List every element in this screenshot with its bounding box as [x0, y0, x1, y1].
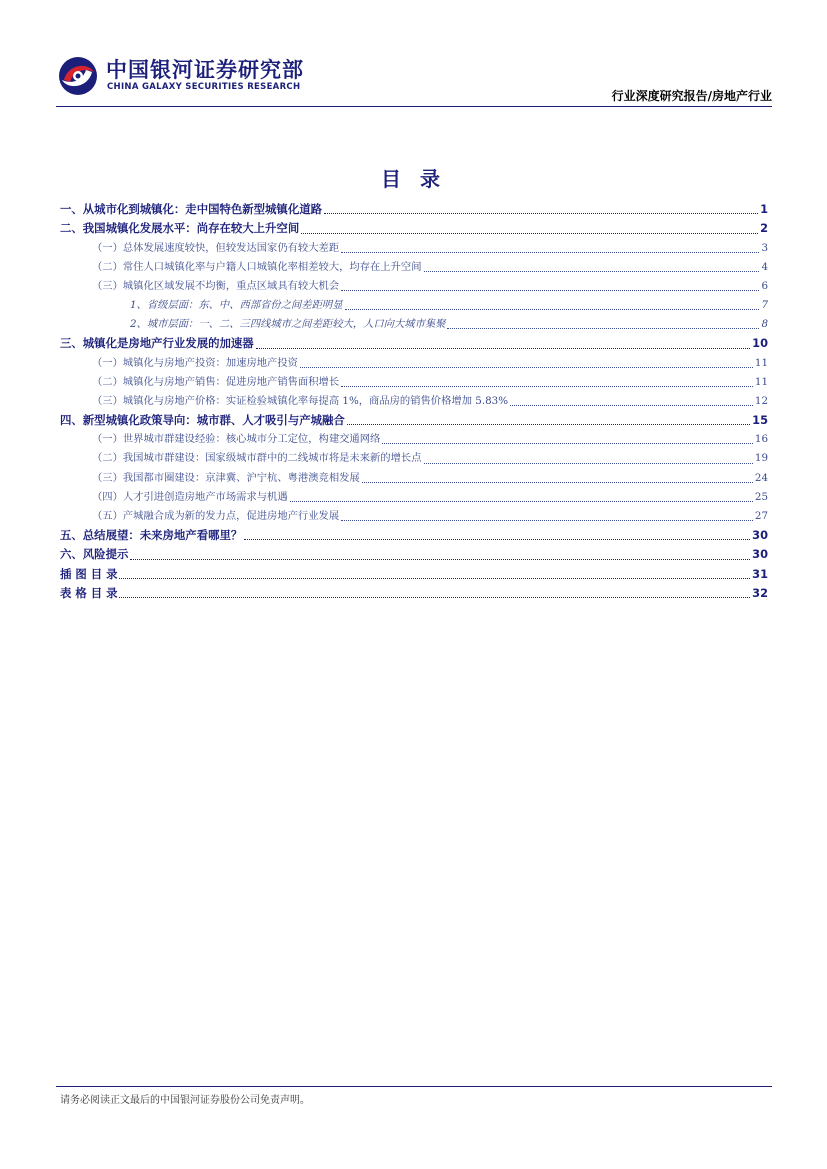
toc-leader-dots [256, 348, 750, 349]
toc-entry[interactable] [60, 296, 768, 315]
page-header [56, 52, 772, 108]
toc-entry[interactable] [60, 545, 768, 564]
toc-entry-page: 24 [754, 471, 768, 484]
toc-leader-dots [510, 405, 753, 406]
toc-entry[interactable] [60, 507, 768, 526]
brand-name-cn: 中国银河证券研究部 [106, 58, 304, 82]
toc-leader-dots [119, 597, 750, 598]
toc-leader-dots [341, 386, 753, 387]
toc-entry-page: 10 [752, 336, 768, 351]
toc-entry[interactable] [60, 258, 768, 277]
toc-leader-dots [362, 482, 753, 483]
toc-entry-page: 19 [754, 452, 768, 465]
toc-entry[interactable] [60, 449, 768, 468]
toc-entry-title: （三）城镇化与房地产价格：实证检验城镇化率每提高 1%，商品房的销售价格增加 5.83% [92, 394, 508, 407]
toc-entry-title: （一）总体发展速度较快，但较发达国家仍有较大差距 [92, 241, 340, 254]
toc-leader-dots [424, 463, 753, 464]
toc-entry-title: （三）我国都市圈建设：京津冀、沪宁杭、粤港澳竞相发展 [92, 471, 360, 484]
toc-entry-title: 表 格 目 录 [60, 585, 118, 600]
toc-entry-title: 六、风险提示 [60, 547, 129, 562]
toc-entry[interactable] [60, 526, 768, 545]
toc-entry-title: （二）城镇化与房地产销售：促进房地产销售面积增长 [92, 375, 340, 388]
toc-entry-page: 16 [754, 433, 768, 446]
toc-entry-page: 32 [752, 585, 768, 600]
table-of-contents [60, 200, 768, 603]
toc-entry[interactable] [60, 373, 768, 392]
toc-entry[interactable] [60, 219, 768, 238]
toc-entry-page: 6 [761, 279, 768, 292]
toc-entry-page: 30 [752, 547, 768, 562]
footer-disclaimer: 请务必阅读正文最后的中国银河证券股份公司免责声明。 [60, 1095, 310, 1106]
toc-entry[interactable] [60, 488, 768, 507]
toc-entry-title: 五、总结展望：未来房地产看哪里？ [60, 527, 243, 542]
toc-entry[interactable] [60, 315, 768, 334]
toc-entry-title: （三）城镇化区域发展不均衡，重点区域具有较大机会 [92, 279, 340, 292]
toc-entry[interactable] [60, 392, 768, 411]
toc-leader-dots [341, 252, 759, 253]
toc-leader-dots [347, 424, 750, 425]
toc-entry[interactable] [60, 354, 768, 373]
toc-entry-page: 8 [761, 318, 768, 331]
brand-name-en: CHINA GALAXY SECURITIES RESEARCH [107, 82, 301, 92]
toc-entry[interactable] [60, 239, 768, 258]
header-divider [56, 106, 772, 107]
toc-entry-page: 11 [754, 356, 768, 369]
toc-entry-title: 二、我国城镇化发展水平：尚存在较大上升空间 [60, 221, 300, 236]
toc-entry-page: 11 [754, 375, 768, 388]
toc-entry-title: （五）产城融合成为新的发力点，促进房地产行业发展 [92, 509, 340, 522]
toc-leader-dots [447, 328, 759, 329]
toc-leader-dots [324, 213, 758, 214]
toc-entry[interactable] [60, 277, 768, 296]
toc-entry-title: 2、城市层面：一、二、三四线城市之间差距较大，人口向大城市集聚 [130, 318, 446, 331]
toc-leader-dots [301, 233, 758, 234]
toc-entry-title: 1、省级层面：东、中、西部省份之间差距明显 [130, 299, 343, 312]
toc-entry-page: 4 [761, 260, 768, 273]
toc-leader-dots [300, 367, 753, 368]
toc-entry-page: 12 [754, 394, 768, 407]
toc-entry-page: 27 [754, 509, 768, 522]
toc-entry[interactable] [60, 200, 768, 219]
report-type: 行业深度研究报告/房地产行业 [611, 89, 772, 103]
toc-leader-dots [341, 520, 753, 521]
toc-entry[interactable] [60, 334, 768, 353]
toc-entry-page: 1 [760, 202, 768, 216]
toc-entry-title: 插 图 目 录 [60, 566, 118, 581]
toc-entry-title: 一、从城市化到城镇化：走中国特色新型城镇化道路 [60, 202, 322, 216]
galaxy-swirl-logo-icon [58, 56, 98, 96]
toc-entry-page: 30 [752, 527, 768, 542]
toc-entry-title: （二）常住人口城镇化率与户籍人口城镇化率相差较大，均存在上升空间 [92, 260, 422, 273]
toc-entry[interactable] [60, 430, 768, 449]
toc-leader-dots [341, 290, 759, 291]
toc-entry-title: （四）人才引进创造房地产市场需求与机遇 [92, 490, 288, 503]
toc-entry-page: 3 [761, 241, 768, 254]
toc-leader-dots [130, 559, 750, 560]
footer-divider [56, 1086, 772, 1087]
toc-entry-title: （一）世界城市群建设经验：核心城市分工定位，构建交通网络 [92, 433, 381, 446]
toc-entry-page: 15 [752, 412, 768, 427]
toc-entry-page: 31 [752, 566, 768, 581]
toc-entry-title: （一）城镇化与房地产投资：加速房地产投资 [92, 356, 298, 369]
toc-entry-page: 25 [754, 490, 768, 503]
toc-title: 目 录 [381, 167, 446, 191]
toc-entry-title: 四、新型城镇化政策导向：城市群、人才吸引与产城融合 [60, 412, 345, 427]
toc-entry[interactable] [60, 584, 768, 603]
toc-entry[interactable] [60, 565, 768, 584]
toc-entry[interactable] [60, 411, 768, 430]
toc-entry-title: （二）我国城市群建设：国家级城市群中的二线城市将是未来新的增长点 [92, 452, 422, 465]
toc-leader-dots [382, 443, 753, 444]
toc-entry-page: 2 [760, 221, 768, 236]
toc-leader-dots [345, 309, 760, 310]
toc-leader-dots [244, 539, 750, 540]
toc-entry-title: 三、城镇化是房地产行业发展的加速器 [60, 336, 254, 351]
toc-leader-dots [290, 501, 753, 502]
toc-leader-dots [424, 271, 760, 272]
toc-entry-page: 7 [761, 299, 768, 312]
toc-entry[interactable] [60, 469, 768, 488]
toc-leader-dots [119, 578, 750, 579]
